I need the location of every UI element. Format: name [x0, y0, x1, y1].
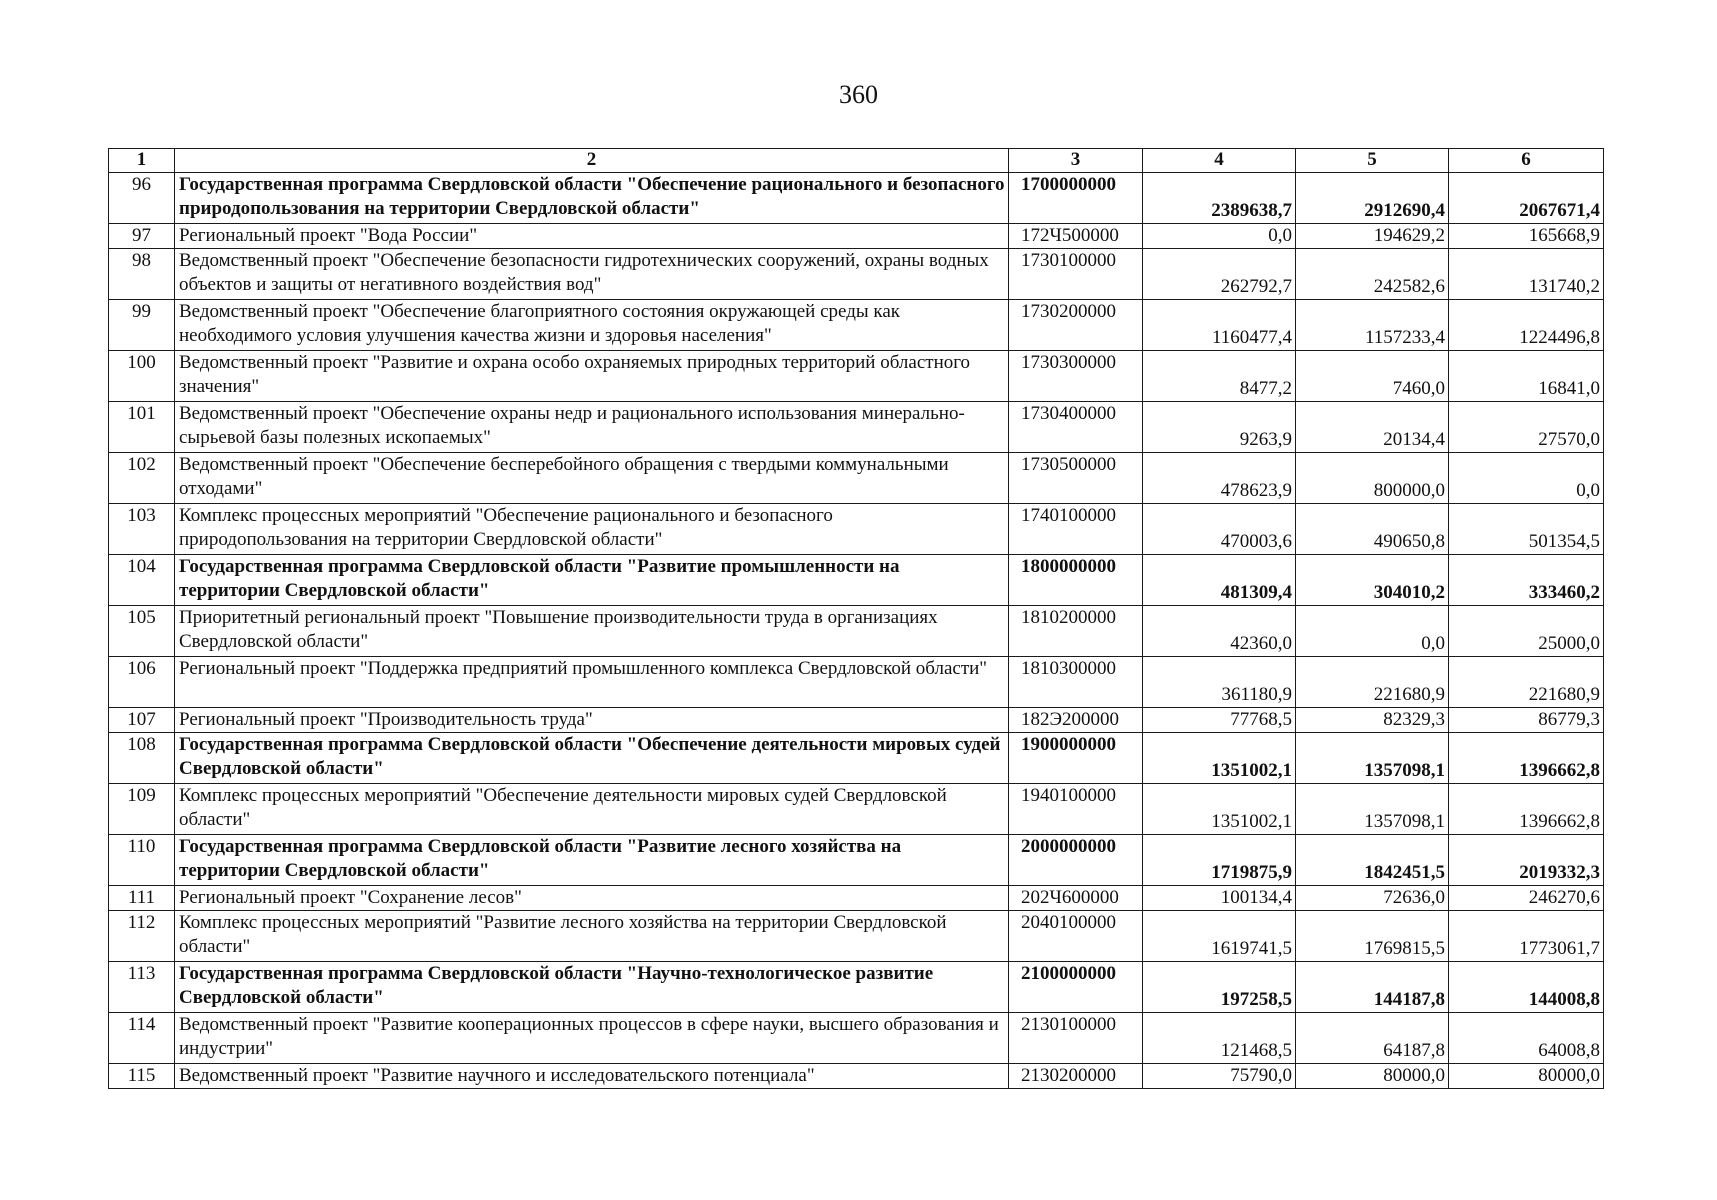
- table-row: [109, 504, 1604, 555]
- row-value-4: 121468,5: [1143, 1013, 1296, 1064]
- row-code: 1800000000: [1009, 555, 1143, 606]
- row-name: Ведомственный проект "Развитие кооперационных процессов в сфере науки, высшего образования и индустрии": [175, 1013, 1009, 1064]
- table-row: [109, 733, 1604, 784]
- row-name: Ведомственный проект "Обеспечение благоприятного состояния окружающей среды как необходимого условия улучшения качества жизни и здоровья населения": [175, 300, 1009, 351]
- row-code: 1810200000: [1009, 606, 1143, 657]
- row-value-4: 478623,9: [1143, 453, 1296, 504]
- table-row: [109, 784, 1604, 835]
- table-row: [109, 606, 1604, 657]
- row-name: Ведомственный проект "Обеспечение охраны недр и рационального использования минерально-сырьевой базы полезных ископаемых": [175, 402, 1009, 453]
- row-value-5: 1769815,5: [1296, 911, 1449, 962]
- row-value-6: 131740,2: [1449, 249, 1604, 300]
- row-value-6: 0,0: [1449, 453, 1604, 504]
- row-number: 104: [109, 555, 175, 606]
- row-value-4: 100134,4: [1143, 886, 1296, 911]
- row-value-5: 800000,0: [1296, 453, 1449, 504]
- row-value-6: 16841,0: [1449, 351, 1604, 402]
- row-value-4: 0,0: [1143, 224, 1296, 249]
- row-value-5: 2912690,4: [1296, 173, 1449, 224]
- table-header-row: [109, 149, 1604, 173]
- row-name: Комплекс процессных мероприятий "Обеспечение деятельности мировых судей Свердловской области": [175, 784, 1009, 835]
- row-value-5: 64187,8: [1296, 1013, 1449, 1064]
- row-number: 110: [109, 835, 175, 886]
- row-name: Региональный проект "Вода России": [175, 224, 1009, 249]
- row-value-6: 2067671,4: [1449, 173, 1604, 224]
- row-number: 100: [109, 351, 175, 402]
- row-code: 1730500000: [1009, 453, 1143, 504]
- row-name: Комплекс процессных мероприятий "Развитие лесного хозяйства на территории Свердловской области": [175, 911, 1009, 962]
- row-number: 112: [109, 911, 175, 962]
- row-code: 2040100000: [1009, 911, 1143, 962]
- row-value-5: 1157233,4: [1296, 300, 1449, 351]
- row-value-4: 1351002,1: [1143, 733, 1296, 784]
- row-value-4: 42360,0: [1143, 606, 1296, 657]
- row-name: Региональный проект "Поддержка предприятий промышленного комплекса Свердловской области": [175, 657, 1009, 708]
- row-number: 103: [109, 504, 175, 555]
- row-value-5: 490650,8: [1296, 504, 1449, 555]
- header-col-1: 1: [109, 149, 175, 173]
- table-row: [109, 453, 1604, 504]
- row-value-4: 470003,6: [1143, 504, 1296, 555]
- row-code: 182Э200000: [1009, 708, 1143, 733]
- budget-table: [108, 148, 1604, 1089]
- row-value-6: 246270,6: [1449, 886, 1604, 911]
- row-value-4: 77768,5: [1143, 708, 1296, 733]
- row-name: Комплекс процессных мероприятий "Обеспечение рационального и безопасного природопользования на территории Свердловской области": [175, 504, 1009, 555]
- row-code: 1940100000: [1009, 784, 1143, 835]
- row-value-5: 72636,0: [1296, 886, 1449, 911]
- row-code: 1810300000: [1009, 657, 1143, 708]
- row-number: 98: [109, 249, 175, 300]
- row-value-5: 1842451,5: [1296, 835, 1449, 886]
- row-number: 108: [109, 733, 175, 784]
- table-row: [109, 962, 1604, 1013]
- row-code: 2000000000: [1009, 835, 1143, 886]
- row-value-5: 80000,0: [1296, 1064, 1449, 1089]
- row-value-6: 165668,9: [1449, 224, 1604, 249]
- row-value-4: 481309,4: [1143, 555, 1296, 606]
- row-value-4: 1351002,1: [1143, 784, 1296, 835]
- row-value-5: 242582,6: [1296, 249, 1449, 300]
- row-value-5: 1357098,1: [1296, 784, 1449, 835]
- row-code: 1700000000: [1009, 173, 1143, 224]
- row-name: Приоритетный региональный проект "Повышение производительности труда в организациях Свердловской области": [175, 606, 1009, 657]
- row-code: 2130200000: [1009, 1064, 1143, 1089]
- header-col-5: 5: [1296, 149, 1449, 173]
- row-value-4: 75790,0: [1143, 1064, 1296, 1089]
- row-number: 111: [109, 886, 175, 911]
- row-number: 109: [109, 784, 175, 835]
- row-value-6: 25000,0: [1449, 606, 1604, 657]
- row-value-4: 1160477,4: [1143, 300, 1296, 351]
- row-value-6: 27570,0: [1449, 402, 1604, 453]
- table-row: [109, 173, 1604, 224]
- row-value-6: 1224496,8: [1449, 300, 1604, 351]
- row-value-4: 1719875,9: [1143, 835, 1296, 886]
- table-row: [109, 911, 1604, 962]
- row-number: 96: [109, 173, 175, 224]
- header-col-3: 3: [1009, 149, 1143, 173]
- row-name: Государственная программа Свердловской области "Научно-технологическое развитие Свердловской области": [175, 962, 1009, 1013]
- row-name: Государственная программа Свердловской области "Обеспечение деятельности мировых судей Свердловской области": [175, 733, 1009, 784]
- table-row: [109, 1064, 1604, 1089]
- row-value-6: 2019332,3: [1449, 835, 1604, 886]
- table-row: [109, 886, 1604, 911]
- row-code: 1730100000: [1009, 249, 1143, 300]
- row-number: 113: [109, 962, 175, 1013]
- row-number: 102: [109, 453, 175, 504]
- row-value-5: 7460,0: [1296, 351, 1449, 402]
- table-row: [109, 300, 1604, 351]
- row-code: 1730300000: [1009, 351, 1143, 402]
- row-number: 107: [109, 708, 175, 733]
- row-number: 97: [109, 224, 175, 249]
- row-value-6: 221680,9: [1449, 657, 1604, 708]
- row-value-5: 20134,4: [1296, 402, 1449, 453]
- page-number: 360: [839, 80, 878, 109]
- row-name: Ведомственный проект "Развитие научного и исследовательского потенциала": [175, 1064, 1009, 1089]
- row-name: Государственная программа Свердловской области "Развитие лесного хозяйства на территории Свердловской области": [175, 835, 1009, 886]
- row-code: 1730400000: [1009, 402, 1143, 453]
- row-value-4: 361180,9: [1143, 657, 1296, 708]
- table-row: [109, 351, 1604, 402]
- table-row: [109, 657, 1604, 708]
- row-value-6: 80000,0: [1449, 1064, 1604, 1089]
- table-row: [109, 249, 1604, 300]
- row-code: 1730200000: [1009, 300, 1143, 351]
- row-value-4: 197258,5: [1143, 962, 1296, 1013]
- header-col-6: 6: [1449, 149, 1604, 173]
- row-value-6: 144008,8: [1449, 962, 1604, 1013]
- header-col-2: 2: [175, 149, 1009, 173]
- row-value-4: 262792,7: [1143, 249, 1296, 300]
- row-value-6: 1396662,8: [1449, 733, 1604, 784]
- row-name: Ведомственный проект "Развитие и охрана особо охраняемых природных территорий областного значения": [175, 351, 1009, 402]
- row-value-6: 333460,2: [1449, 555, 1604, 606]
- row-value-5: 1357098,1: [1296, 733, 1449, 784]
- table-row: [109, 402, 1604, 453]
- row-name: Региональный проект "Сохранение лесов": [175, 886, 1009, 911]
- row-number: 114: [109, 1013, 175, 1064]
- row-value-6: 64008,8: [1449, 1013, 1604, 1064]
- row-value-6: 1773061,7: [1449, 911, 1604, 962]
- row-code: 2130100000: [1009, 1013, 1143, 1064]
- row-value-6: 86779,3: [1449, 708, 1604, 733]
- row-value-5: 304010,2: [1296, 555, 1449, 606]
- row-code: 172Ч500000: [1009, 224, 1143, 249]
- row-name: Государственная программа Свердловской области "Обеспечение рационального и безопасного природопользования на территории Свердловской области": [175, 173, 1009, 224]
- row-code: 1900000000: [1009, 733, 1143, 784]
- row-value-6: 501354,5: [1449, 504, 1604, 555]
- table-row: [109, 708, 1604, 733]
- row-number: 99: [109, 300, 175, 351]
- row-code: 1740100000: [1009, 504, 1143, 555]
- row-value-5: 82329,3: [1296, 708, 1449, 733]
- row-value-4: 9263,9: [1143, 402, 1296, 453]
- row-value-6: 1396662,8: [1449, 784, 1604, 835]
- row-value-4: 2389638,7: [1143, 173, 1296, 224]
- row-value-5: 0,0: [1296, 606, 1449, 657]
- row-name: Ведомственный проект "Обеспечение безопасности гидротехнических сооружений, охраны водных объектов и защиты от негативного воздействия вод": [175, 249, 1009, 300]
- table-row: [109, 1013, 1604, 1064]
- row-number: 101: [109, 402, 175, 453]
- row-number: 115: [109, 1064, 175, 1089]
- header-col-4: 4: [1143, 149, 1296, 173]
- row-value-4: 1619741,5: [1143, 911, 1296, 962]
- table-row: [109, 835, 1604, 886]
- table-row: [109, 555, 1604, 606]
- row-value-4: 8477,2: [1143, 351, 1296, 402]
- row-value-5: 221680,9: [1296, 657, 1449, 708]
- row-value-5: 194629,2: [1296, 224, 1449, 249]
- row-name: Государственная программа Свердловской области "Развитие промышленности на территории Свердловской области": [175, 555, 1009, 606]
- row-name: Региональный проект "Производительность труда": [175, 708, 1009, 733]
- row-number: 106: [109, 657, 175, 708]
- row-number: 105: [109, 606, 175, 657]
- row-code: 202Ч600000: [1009, 886, 1143, 911]
- row-value-5: 144187,8: [1296, 962, 1449, 1013]
- table-row: [109, 224, 1604, 249]
- row-code: 2100000000: [1009, 962, 1143, 1013]
- row-name: Ведомственный проект "Обеспечение бесперебойного обращения с твердыми коммунальными отходами": [175, 453, 1009, 504]
